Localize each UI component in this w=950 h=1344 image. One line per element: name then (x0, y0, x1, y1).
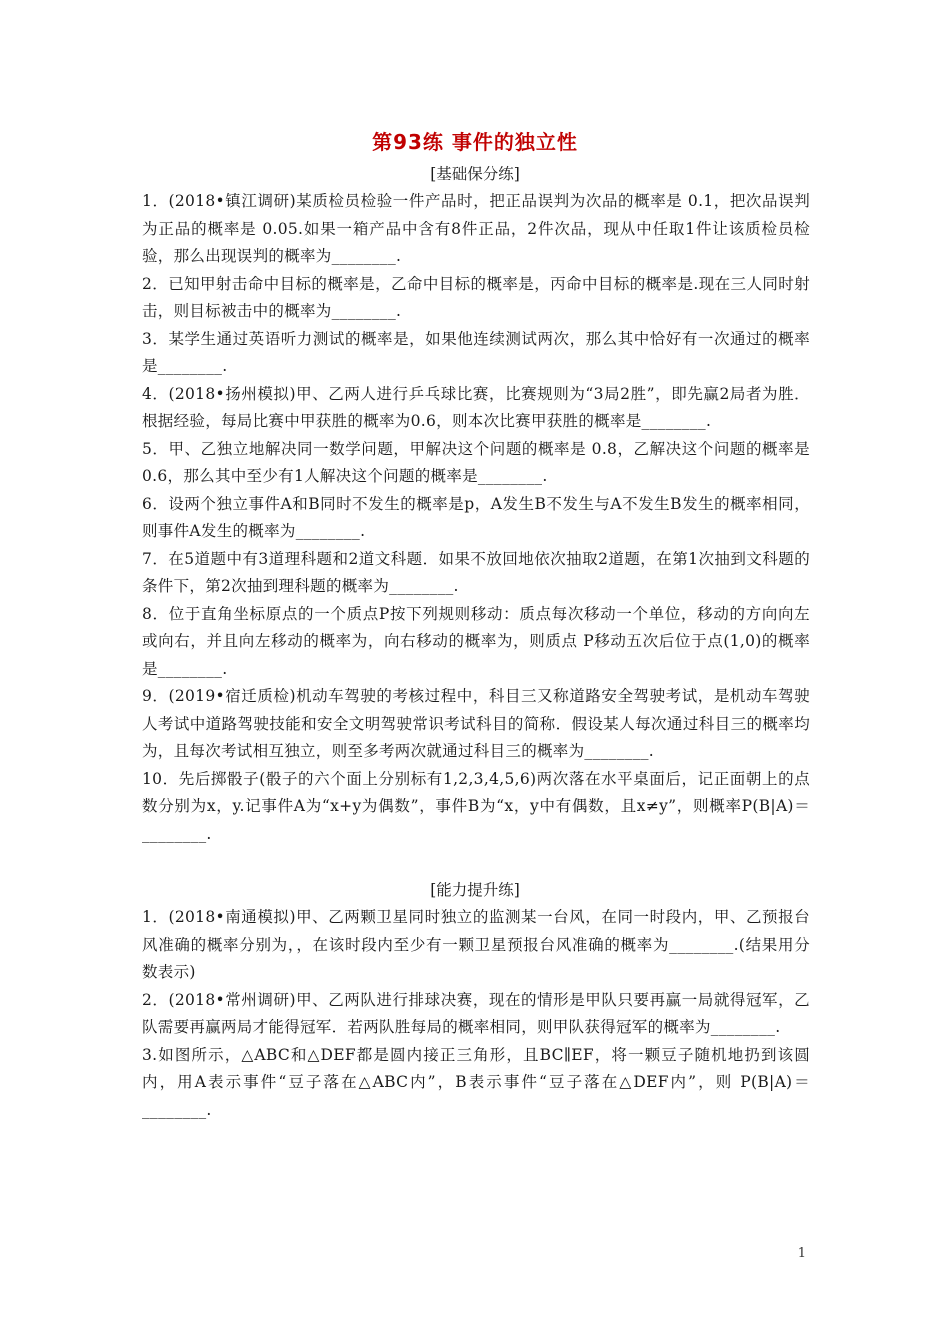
problem-item: 7．在5道题中有3道理科题和2道文科题．如果不放回地依次抽取2道题，在第1次抽到文科题的条件下，第2次抽到理科题的概率为________. (142, 549, 810, 595)
problem-item: 6．设两个独立事件A和B同时不发生的概率是p，A发生B不发生与A不发生B发生的概率相同，则事件A发生的概率为________. (142, 494, 810, 540)
basic-problems-list (142, 188, 810, 848)
problem-item: 5．甲、乙独立地解决同一数学问题，甲解决这个问题的概率是 0.8，乙解决这个问题的概率是0.6，那么其中至少有1人解决这个问题的概率是________. (142, 439, 810, 485)
advanced-problems-list (142, 904, 810, 1124)
problem-item: 1．(2018•南通模拟)甲、乙两颗卫星同时独立的监测某一台风，在同一时段内，甲、乙预报台风准确的概率分别为，，在该时段内至少有一颗卫星预报台风准确的概率为________.(结果用分数表示) (142, 908, 810, 981)
section-heading-advanced: [能力提升练] (430, 881, 520, 899)
problem-item: 2．已知甲射击命中目标的概率是，乙命中目标的概率是，丙命中目标的概率是.现在三人同时射击，则目标被击中的概率为________. (142, 274, 810, 320)
page-number: 1 (797, 1246, 806, 1261)
problem-item: 2．(2018•常州调研)甲、乙两队进行排球决赛，现在的情形是甲队只要再赢一局就得冠军，乙队需要再赢两局才能得冠军．若两队胜每局的概率相同，则甲队获得冠军的概率为________. (142, 990, 810, 1036)
problem-item: 8．位于直角坐标原点的一个质点P按下列规则移动：质点每次移动一个单位，移动的方向向左或向右，并且向左移动的概率为，向右移动的概率为，则质点 P移动五次后位于点(1,0)的概率是________. (142, 604, 810, 678)
problem-item: 10．先后掷骰子(骰子的六个面上分别标有1,2,3,4,5,6)两次落在水平桌面后，记正面朝上的点数分别为x，y.记事件A为“x+y为偶数”，事件B为“x，y中有偶数，且x≠y”，则概率P(B|A)＝________. (142, 769, 810, 843)
page-title: 第93练 事件的独立性 (372, 130, 578, 154)
problem-item: 3．某学生通过英语听力测试的概率是，如果他连续测试两次，那么其中恰好有一次通过的概率是________. (142, 329, 810, 375)
section-heading-basic: [基础保分练] (430, 165, 520, 183)
problem-item: 1．(2018•镇江调研)某质检员检验一件产品时，把正品误判为次品的概率是 0.1，把次品误判为正品的概率是 0.05.如果一箱产品中含有8件正品，2件次品，现从中任取1件让该质检员检验，那么出现误判的概率为________. (142, 192, 810, 265)
problem-item: 4．(2018•扬州模拟)甲、乙两人进行乒乓球比赛，比赛规则为“3局2胜”，即先赢2局者为胜．根据经验，每局比赛中甲获胜的概率为0.6，则本次比赛甲获胜的概率是________. (142, 384, 810, 430)
problem-item: 9．(2019•宿迁质检)机动车驾驶的考核过程中，科目三又称道路安全驾驶考试，是机动车驾驶人考试中道路驾驶技能和安全文明驾驶常识考试科目的简称．假设某人每次通过科目三的概率均为，且每次考试相互独立，则至多考两次就通过科目三的概率为________. (142, 687, 810, 760)
problem-item: 3.如图所示，△ABC和△DEF都是圆内接正三角形，且BC∥EF，将一颗豆子随机地扔到该圆内，用A表示事件“豆子落在△ABC内”，B表示事件“豆子落在△DEF内”，则 P(B|A)＝________. (142, 1045, 811, 1119)
